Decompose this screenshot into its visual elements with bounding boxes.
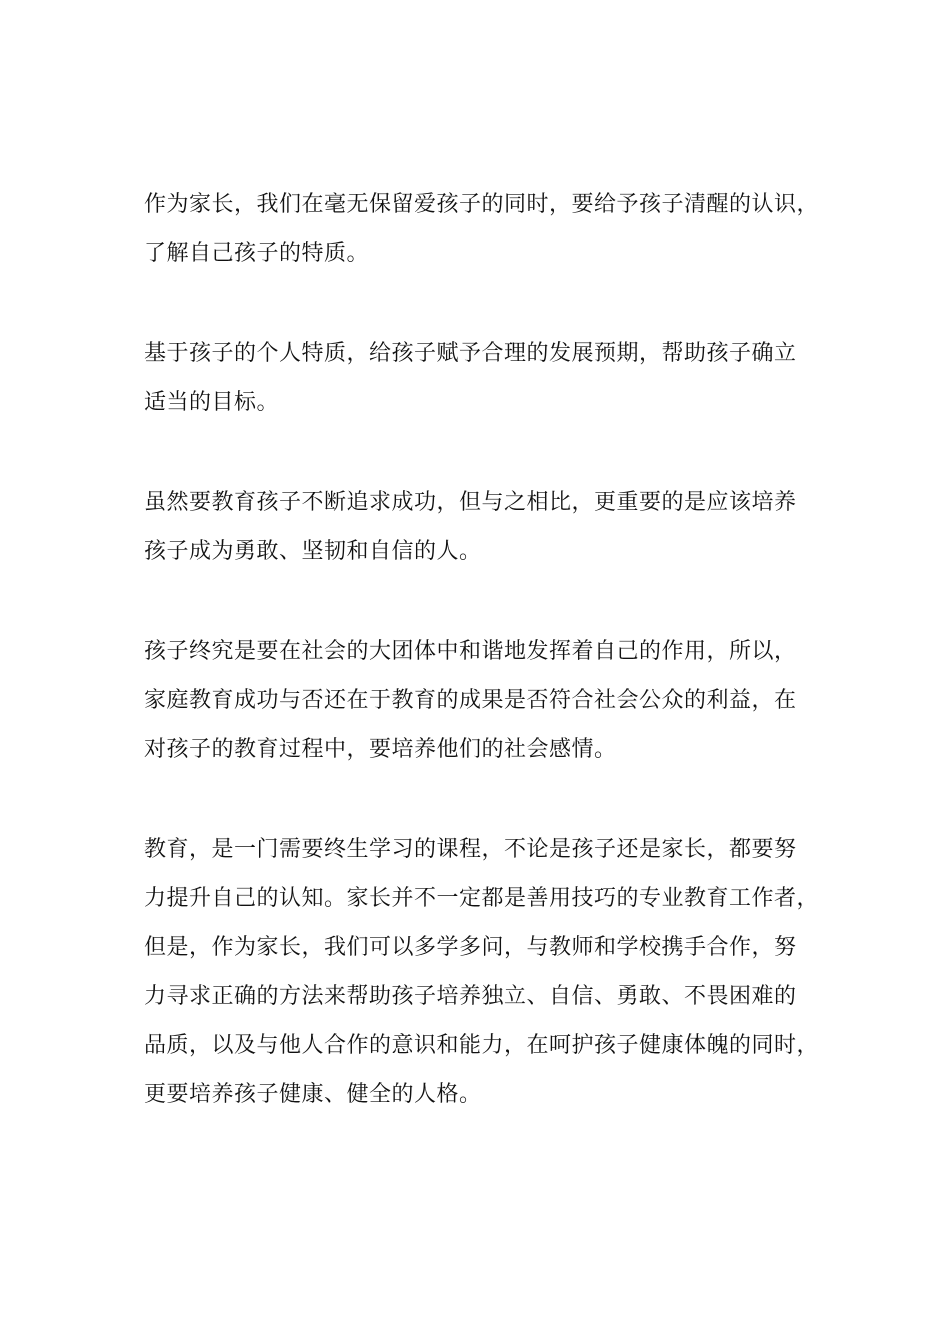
- text-line: 品质，以及与他人合作的意识和能力，在呵护孩子健康体魄的同时，: [144, 1033, 820, 1058]
- paragraph-4: [144, 627, 824, 774]
- text-line: 力寻求正确的方法来帮助孩子培养独立、自信、勇敢、不畏困难的: [144, 984, 797, 1009]
- text-line: 虽然要教育孩子不断追求成功，但与之相比，更重要的是应该培养: [144, 490, 797, 515]
- text-line: 适当的目标。: [144, 390, 280, 415]
- paragraph-5: [144, 825, 824, 1119]
- text-line: 力提升自己的认知。家长并不一定都是善用技巧的专业教育工作者，: [144, 886, 820, 911]
- text-line: 教育，是一门需要终生学习的课程，不论是孩子还是家长，都要努: [144, 837, 797, 862]
- text-line: 对孩子的教育过程中，要培养他们的社会感情。: [144, 737, 617, 762]
- text-line: 孩子终究是要在社会的大团体中和谐地发挥着自己的作用，所以，: [144, 639, 797, 664]
- paragraph-3: [144, 478, 824, 576]
- text-line: 基于孩子的个人特质，给孩子赋予合理的发展预期，帮助孩子确立: [144, 341, 797, 366]
- paragraph-2: [144, 329, 824, 427]
- text-line: 作为家长，我们在毫无保留爱孩子的同时，要给予孩子清醒的认识，: [144, 192, 820, 217]
- text-line: 孩子成为勇敢、坚韧和自信的人。: [144, 539, 482, 564]
- text-line: 更要培养孩子健康、健全的人格。: [144, 1082, 482, 1107]
- paragraph-1: [144, 180, 824, 278]
- document-body: [144, 180, 824, 1170]
- text-line: 了解自己孩子的特质。: [144, 241, 370, 266]
- text-line: 家庭教育成功与否还在于教育的成果是否符合社会公众的利益，在: [144, 688, 797, 713]
- text-line: 但是，作为家长，我们可以多学多问，与教师和学校携手合作，努: [144, 935, 797, 960]
